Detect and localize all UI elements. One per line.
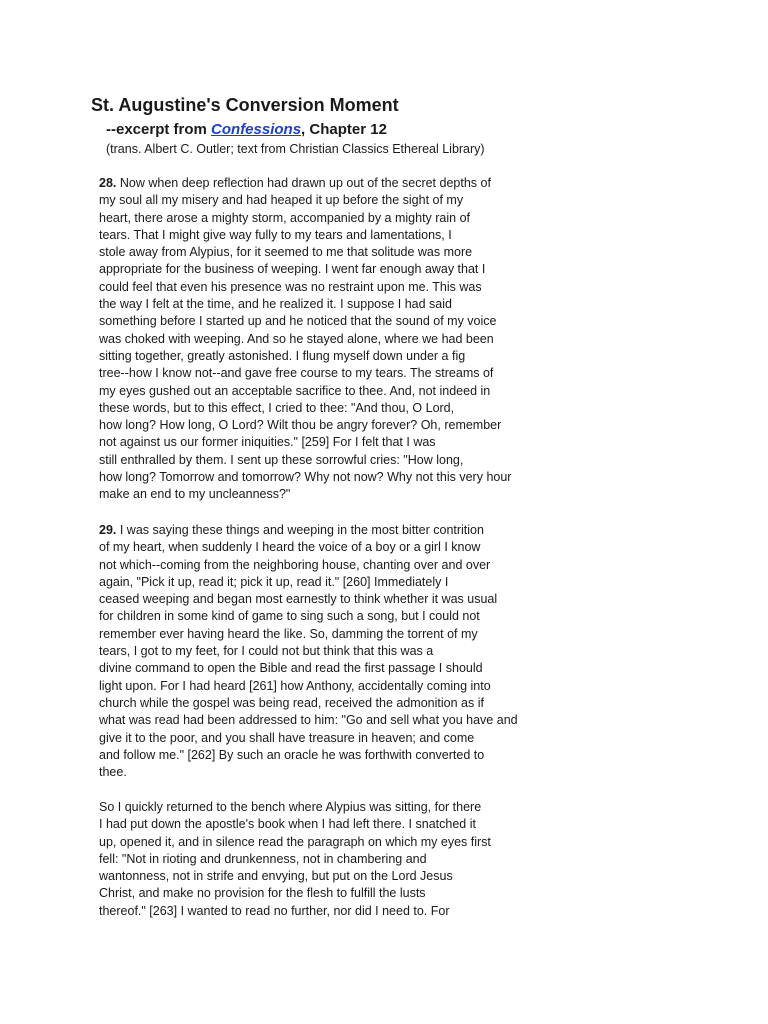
excerpt-subtitle <box>106 120 387 139</box>
translation-note: (trans. Albert C. Outler; text from Christian Classics Ethereal Library) <box>106 142 485 156</box>
text-line <box>99 834 491 851</box>
line-text: how long? How long, O Lord? Wilt thou be angry forever? Oh, remember <box>99 418 502 433</box>
text-line <box>99 279 511 296</box>
line-text: light upon. For I had heard [261] how Anthony, accidentally coming into <box>99 678 491 693</box>
text-line <box>99 192 511 209</box>
text-line <box>99 764 518 781</box>
text-line <box>99 348 511 365</box>
line-text: for children in some kind of game to sing such a song, but I could not <box>99 609 480 624</box>
paragraph-29 <box>99 522 518 781</box>
line-text: give it to the poor, and you shall have treasure in heaven; and come <box>99 730 475 745</box>
text-line <box>99 331 511 348</box>
line-text: ceased weeping and began most earnestly to think whether it was usual <box>99 592 498 607</box>
text-line <box>99 660 518 677</box>
text-line <box>99 730 518 747</box>
text-line <box>99 434 511 451</box>
text-line <box>99 608 518 625</box>
line-text: still enthralled by them. I sent up these sorrowful cries: "How long, <box>99 452 464 467</box>
line-text: of my heart, when suddenly I heard the voice of a boy or a girl I know <box>99 540 481 555</box>
subtitle-suffix: , Chapter 12 <box>301 121 387 138</box>
line-text: wantonness, not in strife and envying, but put on the Lord Jesus <box>99 869 453 884</box>
line-text: my soul all my misery and had heaped it up before the sight of my <box>99 193 464 208</box>
line-text: Now when deep reflection had drawn up out of the secret depths of <box>116 176 491 190</box>
text-line <box>99 244 511 261</box>
text-line <box>99 816 491 833</box>
text-line <box>99 469 511 486</box>
line-text: I had put down the apostle's book when I had left there. I snatched it <box>99 817 476 832</box>
text-line <box>99 868 491 885</box>
line-text: tree--how I know not--and gave free course to my tears. The streams of <box>99 366 494 381</box>
line-text: what was read had been addressed to him: "Go and sell what you have and <box>99 713 518 728</box>
text-line <box>99 903 491 920</box>
text-line <box>99 885 491 902</box>
text-line <box>99 175 511 192</box>
line-text: these words, but to this effect, I cried to thee: "And thou, O Lord, <box>99 400 455 415</box>
line-text: my eyes gushed out an acceptable sacrifice to thee. And, not indeed in <box>99 383 491 398</box>
text-line <box>99 851 491 868</box>
text-line <box>99 313 511 330</box>
line-text: Christ, and make no provision for the flesh to fulfill the lusts <box>99 886 426 901</box>
line-text: tears. That I might give way fully to my tears and lamentations, I <box>99 227 452 242</box>
text-line <box>99 522 518 539</box>
line-text: up, opened it, and in silence read the paragraph on which my eyes first <box>99 834 491 849</box>
line-text: was choked with weeping. And so he stayed alone, where we had been <box>99 331 494 346</box>
line-text: and follow me." [262] By such an oracle he was forthwith converted to <box>99 747 485 762</box>
line-text: how long? Tomorrow and tomorrow? Why not now? Why not this very hour <box>99 470 512 485</box>
page-title: St. Augustine's Conversion Moment <box>91 95 399 115</box>
line-text: something before I started up and he noticed that the sound of my voice <box>99 314 497 329</box>
line-text: divine command to open the Bible and read the first passage I should <box>99 661 483 676</box>
text-line <box>99 591 518 608</box>
line-text: church while the gospel was being read, received the admonition as if <box>99 695 484 710</box>
text-line <box>99 747 518 764</box>
text-line <box>99 678 518 695</box>
text-line <box>99 626 518 643</box>
text-line <box>99 574 518 591</box>
text-line <box>99 712 518 729</box>
text-line <box>99 557 518 574</box>
line-text: could feel that even his presence was no restraint upon me. This was <box>99 279 482 294</box>
line-text: sitting together, greatly astonished. I flung myself down under a fig <box>99 348 466 363</box>
line-text: stole away from Alypius, for it seemed to me that solitude was more <box>99 245 473 260</box>
text-line <box>99 383 511 400</box>
text-line <box>99 400 511 417</box>
text-line <box>99 799 491 816</box>
line-text: tears, I got to my feet, for I could not but think that this was a <box>99 644 434 659</box>
line-text: the way I felt at the time, and he realized it. I suppose I had said <box>99 297 452 312</box>
line-text: not against us our former iniquities." [259] For I felt that I was <box>99 435 436 450</box>
line-text: not which--coming from the neighboring house, chanting over and over <box>99 557 491 572</box>
text-line <box>99 210 511 227</box>
line-text: heart, there arose a mighty storm, accompanied by a mighty rain of <box>99 210 471 225</box>
text-line <box>99 365 511 382</box>
paragraph-number: 29. <box>99 523 117 537</box>
paragraph-continuation <box>99 799 491 920</box>
line-text: thereof." [263] I wanted to read no further, nor did I need to. For <box>99 903 450 918</box>
text-line <box>99 417 511 434</box>
line-text: So I quickly returned to the bench where Alypius was sitting, for there <box>99 800 482 814</box>
paragraph-number: 28. <box>99 176 117 190</box>
line-text: I was saying these things and weeping in the most bitter contrition <box>116 523 484 537</box>
line-text: make an end to my uncleanness?" <box>99 487 291 502</box>
line-text: appropriate for the business of weeping. I went far enough away that I <box>99 262 486 277</box>
text-line <box>99 486 511 503</box>
text-line <box>99 695 518 712</box>
text-line <box>99 643 518 660</box>
text-line <box>99 452 511 469</box>
line-text: again, "Pick it up, read it; pick it up, read it." [260] Immediately I <box>99 574 449 589</box>
line-text: thee. <box>99 765 127 780</box>
text-line <box>99 227 511 244</box>
text-line <box>99 539 518 556</box>
text-line <box>99 296 511 313</box>
paragraph-28 <box>99 175 511 504</box>
text-line <box>99 261 511 278</box>
subtitle-prefix: --excerpt from <box>106 121 212 138</box>
line-text: fell: "Not in rioting and drunkenness, not in chambering and <box>99 851 427 866</box>
line-text: remember ever having heard the like. So, damming the torrent of my <box>99 626 478 641</box>
confessions-link[interactable]: Confessions <box>211 121 302 138</box>
